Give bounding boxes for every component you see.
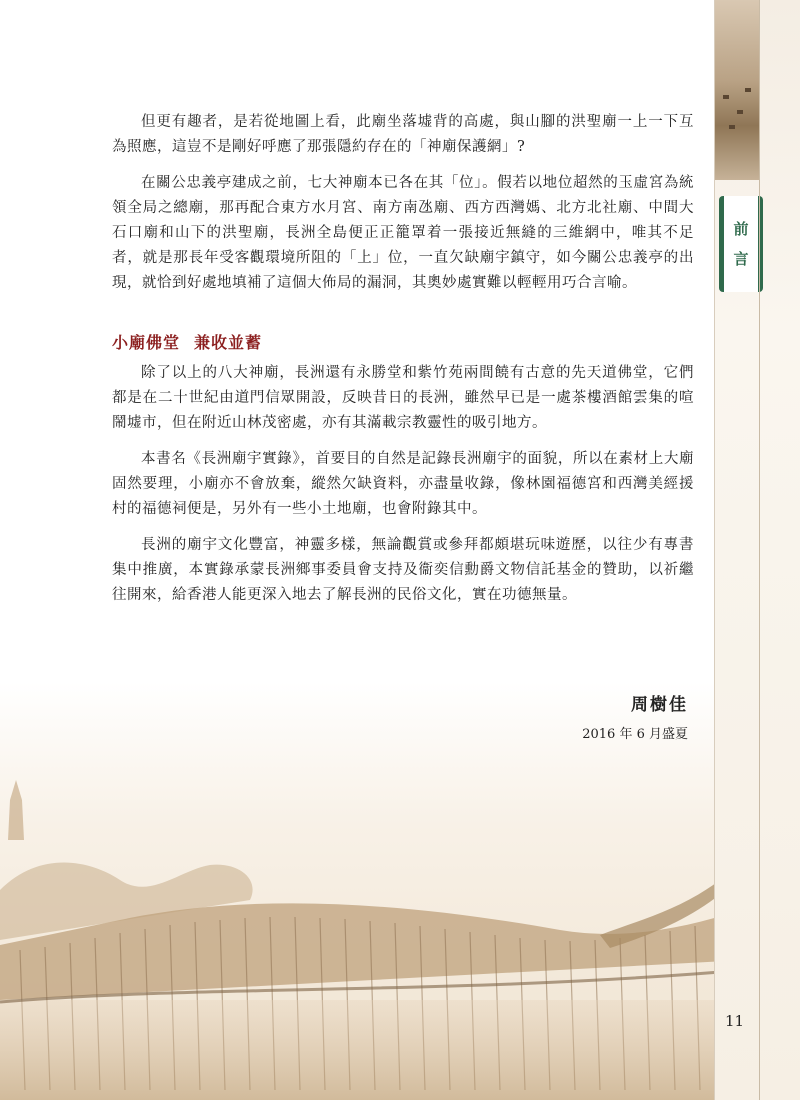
main-content bbox=[112, 110, 694, 619]
section-title-part-2: 兼收並蓄 bbox=[194, 333, 263, 352]
chapter-tab-char-2: 言 bbox=[733, 250, 749, 268]
page-edge-line bbox=[759, 0, 800, 1100]
chapter-tab-char-1: 前 bbox=[733, 220, 749, 238]
paragraph: 但更有趣者，是若從地圖上看，此廟坐落墟背的高處，與山腳的洪聖廟一上一下互為照應，這豈不是剛好呼應了那張隱約存在的「神廟保護網」? bbox=[112, 114, 694, 155]
paragraph: 除了以上的八大神廟，長洲還有永勝堂和紫竹苑兩間饒有古意的先天道佛堂，它們都是在二十世紀由道門信眾開設，反映昔日的長洲，雖然早已是一處茶樓酒館雲集的喧鬧墟市，但在附近山林茂密處，亦有其滿載宗教靈性的吸引地方。 bbox=[112, 365, 694, 431]
signature-date: 2016 年 6 月盛夏 bbox=[582, 727, 688, 742]
side-margin-strip bbox=[714, 0, 800, 1100]
signature-block bbox=[582, 690, 688, 742]
section-title-part-1: 小廟佛堂 bbox=[112, 333, 181, 352]
temple-roof-illustration bbox=[0, 770, 760, 1100]
page-number: 11 bbox=[725, 1012, 745, 1030]
paragraph: 本書名《長洲廟宇實錄》，首要目的自然是記錄長洲廟宇的面貌，所以在素材上大廟固然要理，小廟亦不會放棄，縱然欠缺資料，亦盡量收錄，像林園福德宮和西灣美經援村的福德祠便是，另外有一些小土地廟，也會附錄其中。 bbox=[112, 451, 694, 517]
paragraph: 在關公忠義亭建成之前，七大神廟本已各在其「位」。假若以地位超然的玉虛宮為統領全局之總廟，那再配合東方水月宮、南方南氹廟、西方西灣媽、北方北社廟、中間大石口廟和山下的洪聖廟，長洲全島便正正籠罩着一張接近無縫的三維網中，唯其不足者，就是那長年受客觀環境所阻的「上」位，一直欠缺廟宇鎮守，如今關公忠義亭的出現，就恰到好處地填補了這個大佈局的漏洞，其奧妙處實難以輕輕用巧合言喻。 bbox=[112, 175, 694, 291]
author-name: 周樹佳 bbox=[631, 695, 688, 715]
paragraph: 長洲的廟宇文化豐富，神靈多樣，無論觀賞或參拜都頗堪玩味遊歷，以往少有專書集中推廣，本實錄承蒙長洲鄉事委員會支持及衞奕信勳爵文物信託基金的贊助，以祈繼往開來，給香港人能更深入地去了解長洲的民俗文化，實在功德無量。 bbox=[112, 537, 694, 603]
section-title bbox=[112, 330, 694, 353]
harbour-photo bbox=[715, 0, 760, 180]
chapter-tab[interactable] bbox=[719, 196, 763, 292]
